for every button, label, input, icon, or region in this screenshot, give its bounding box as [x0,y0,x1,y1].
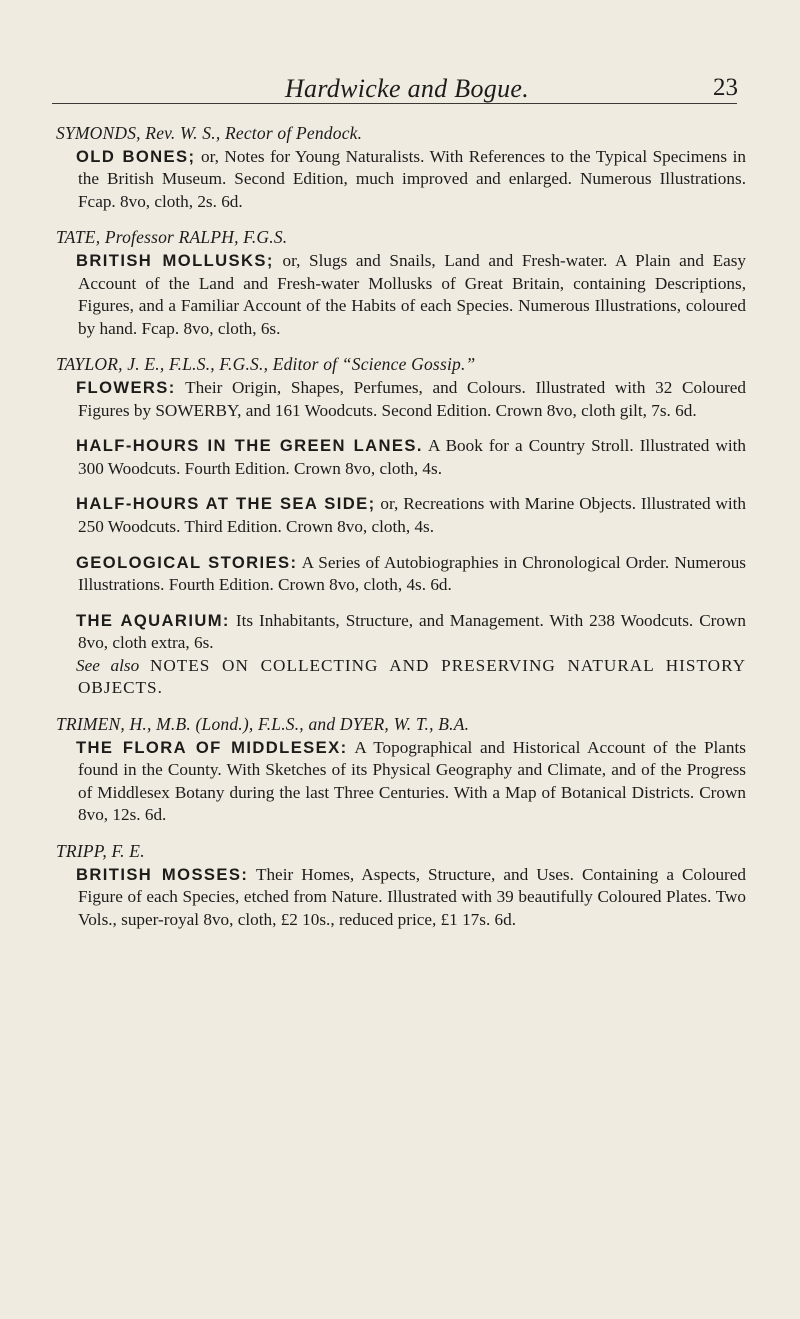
catalogue-section [56,353,746,700]
book-entry [56,250,746,340]
book-description: or, Recreations with Marine Objects. Illustrated with 250 Woodcuts. Third Edition. Crown 8vo, cloth, 4s. [78,494,747,536]
catalogue-section [56,226,746,340]
author-heading: TATE, Professor RALPH, F.G.S. [56,227,288,248]
book-title: FLOWERS: [76,377,176,397]
running-title: Hardwicke and Bogue. [284,74,530,103]
book-entry [56,493,746,538]
see-also-reference: NOTES ON COLLECTING AND PRESERVING NATURAL HISTORY OBJECTS. [78,655,746,698]
catalogue-body [56,122,746,944]
author-heading: SYMONDS, Rev. W. S., Rector of Pendock. [56,123,363,143]
book-description: Their Homes, Aspects, Structure, and Uses. Containing a Coloured Figure of each Species, etched from Nature. Illustrated with 39 beautifully Coloured Plates. Two Vols., super-royal 8vo, cloth, £2 10s., reduced price, £1 17s. 6d. [78,864,746,929]
book-entry [56,864,746,932]
book-entry [56,737,746,827]
book-description: Its Inhabitants, Structure, and Management. With 238 Woodcuts. Crown 8vo, cloth extra, 6s. [78,610,746,653]
catalogue-section [56,122,746,213]
book-description: A Topographical and Historical Account of the Plants found in the County. With Sketches of its Physical Geography and Climate, and of the Progress of Middlesex Botany during the last Three Centuries. With a Map of Botanical Districts. Crown 8vo, 12s. 6d. [78,737,746,825]
see-also-prefix: See also [76,655,140,675]
author-heading: TAYLOR, J. E., F.L.S., F.G.S., Editor of “Science Gossip.” [56,354,476,375]
book-title: BRITISH MOSSES: [76,864,249,884]
book-entry [56,552,746,597]
book-title: GEOLOGICAL STORIES: [76,552,298,572]
catalogue-section [56,840,746,931]
page-number: 23 [713,74,738,101]
book-entry [56,146,746,214]
see-also-note [56,655,746,700]
book-title: OLD BONES; [76,146,196,166]
book-title: HALF-HOURS IN THE GREEN LANES. [76,436,423,456]
author-heading: TRIPP, F. E. [56,841,145,862]
book-entry [56,377,746,422]
catalogue-section [56,713,746,827]
book-description: or, Slugs and Snails, Land and Fresh-water. A Plain and Easy Account of the Land and Fresh-water Mollusks of Great Britain, containing Descriptions, Figures, and a Familiar Account of the Habits of each Species. Numerous Illustrations, coloured by hand. Fcap. 8vo, cloth, 6s. [78,250,747,338]
header-rule [52,103,737,104]
running-head [0,74,800,104]
book-description: Their Origin, Shapes, Perfumes, and Colours. Illustrated with 32 Coloured Figures by SOWERBY, and 161 Woodcuts. Second Edition. Crown 8vo, cloth gilt, 7s. 6d. [78,377,746,420]
book-title: THE FLORA OF MIDDLESEX: [76,737,348,757]
book-entry [56,610,746,655]
book-title: THE AQUARIUM: [76,610,230,630]
book-description: or, Notes for Young Naturalists. With References to the Typical Specimens in the British Museum. Second Edition, much improved and enlarged. Numerous Illustrations. Fcap. 8vo, cloth, 2s. 6d. [78,146,746,211]
book-description: A Book for a Country Stroll. Illustrated with 300 Woodcuts. Fourth Edition. Crown 8vo, cloth, 4s. [78,436,747,478]
book-description: A Series of Autobiographies in Chronological Order. Numerous Illustrations. Fourth Edition. Crown 8vo, cloth, 4s. 6d. [78,552,746,595]
book-title: BRITISH MOLLUSKS; [76,250,274,270]
book-title: HALF-HOURS AT THE SEA SIDE; [76,494,376,514]
book-entry [56,435,746,480]
author-heading: TRIMEN, H., M.B. (Lond.), F.L.S., and DYER, W. T., B.A. [56,714,470,735]
